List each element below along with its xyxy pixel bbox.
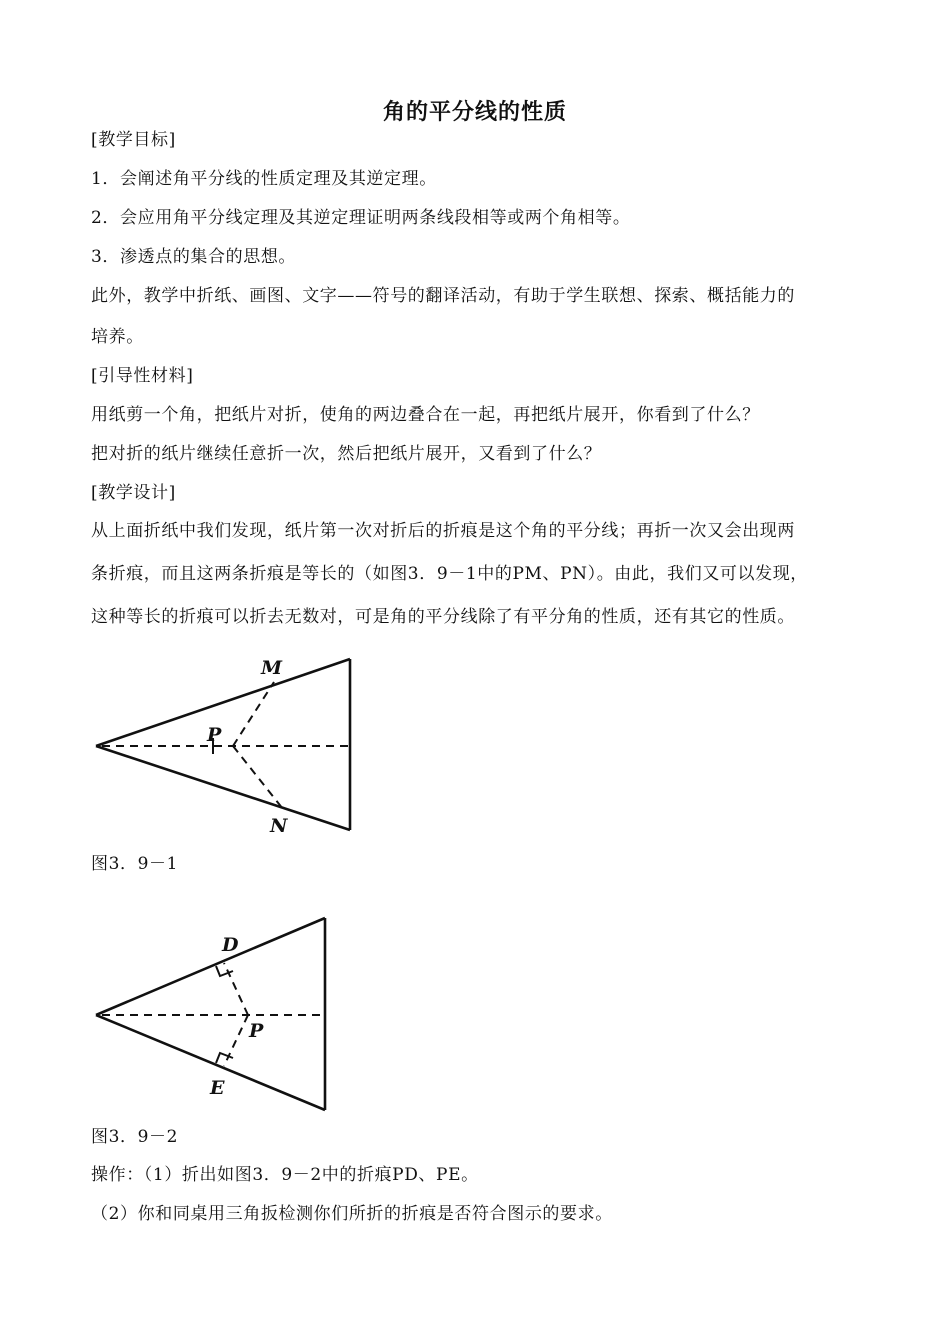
- fig1-upper-side: [96, 659, 350, 746]
- design-header: [教学设计]: [91, 483, 176, 503]
- fig2-crease-pe: [224, 1015, 248, 1066]
- page-title: 角的平分线的性质: [382, 100, 567, 125]
- fig2-label-p: P: [249, 1020, 264, 1042]
- objective-2: 2．会应用角平分线定理及其逆定理证明两条线段相等或两个角相等。: [91, 208, 631, 228]
- extra-paragraph-line-2: 培养。: [91, 327, 144, 347]
- operation-step-1: 操作：（1）折出如图3．9－2中的折痕PD、PE。: [91, 1165, 479, 1185]
- fig2-upper-side: [96, 918, 325, 1015]
- objective-3: 3．渗透点的集合的思想。: [91, 247, 297, 267]
- figure-3-9-2: [88, 908, 338, 1118]
- material-line-2: 把对折的纸片继续任意折一次，然后把纸片展开，又看到了什么？: [91, 444, 602, 464]
- design-line-2: 条折痕，而且这两条折痕是等长的（如图3．9－1中的PM、PN）。由此，我们又可以发现，: [91, 564, 808, 584]
- fig2-label-e: E: [210, 1077, 225, 1099]
- material-header: [引导性材料]: [91, 366, 194, 386]
- fig1-label-m: M: [261, 657, 283, 679]
- fig2-label-d: D: [222, 934, 239, 956]
- extra-paragraph-line-1: 此外，教学中折纸、画图、文字——符号的翻译活动，有助于学生联想、探索、概括能力的: [91, 286, 795, 306]
- design-line-1: 从上面折纸中我们发现，纸片第一次对折后的折痕是这个角的平分线；再折一次又会出现两: [91, 521, 795, 541]
- objectives-header: [教学目标]: [91, 130, 176, 150]
- fig1-label-p: P: [207, 724, 222, 746]
- operation-step-2: （2）你和同桌用三角扳检测你们所折的折痕是否符合图示的要求。: [91, 1204, 613, 1224]
- fig2-crease-pd: [224, 963, 248, 1015]
- fig1-label-n: N: [270, 815, 288, 837]
- objective-1: 1．会阐述角平分线的性质定理及其逆定理。: [91, 169, 437, 189]
- figure-3-9-1: [88, 640, 368, 840]
- fig2-right-angle-d: [216, 966, 233, 976]
- figure-1-caption: 图3．9－1: [91, 854, 179, 874]
- figure-2-caption: 图3．9－2: [91, 1127, 179, 1147]
- design-line-3: 这种等长的折痕可以折去无数对，可是角的平分线除了有平分角的性质，还有其它的性质。: [91, 607, 795, 627]
- material-line-1: 用纸剪一个角，把纸片对折，使角的两边叠合在一起，再把纸片展开，你看到了什么？: [91, 405, 760, 425]
- fig1-lower-side: [96, 746, 350, 830]
